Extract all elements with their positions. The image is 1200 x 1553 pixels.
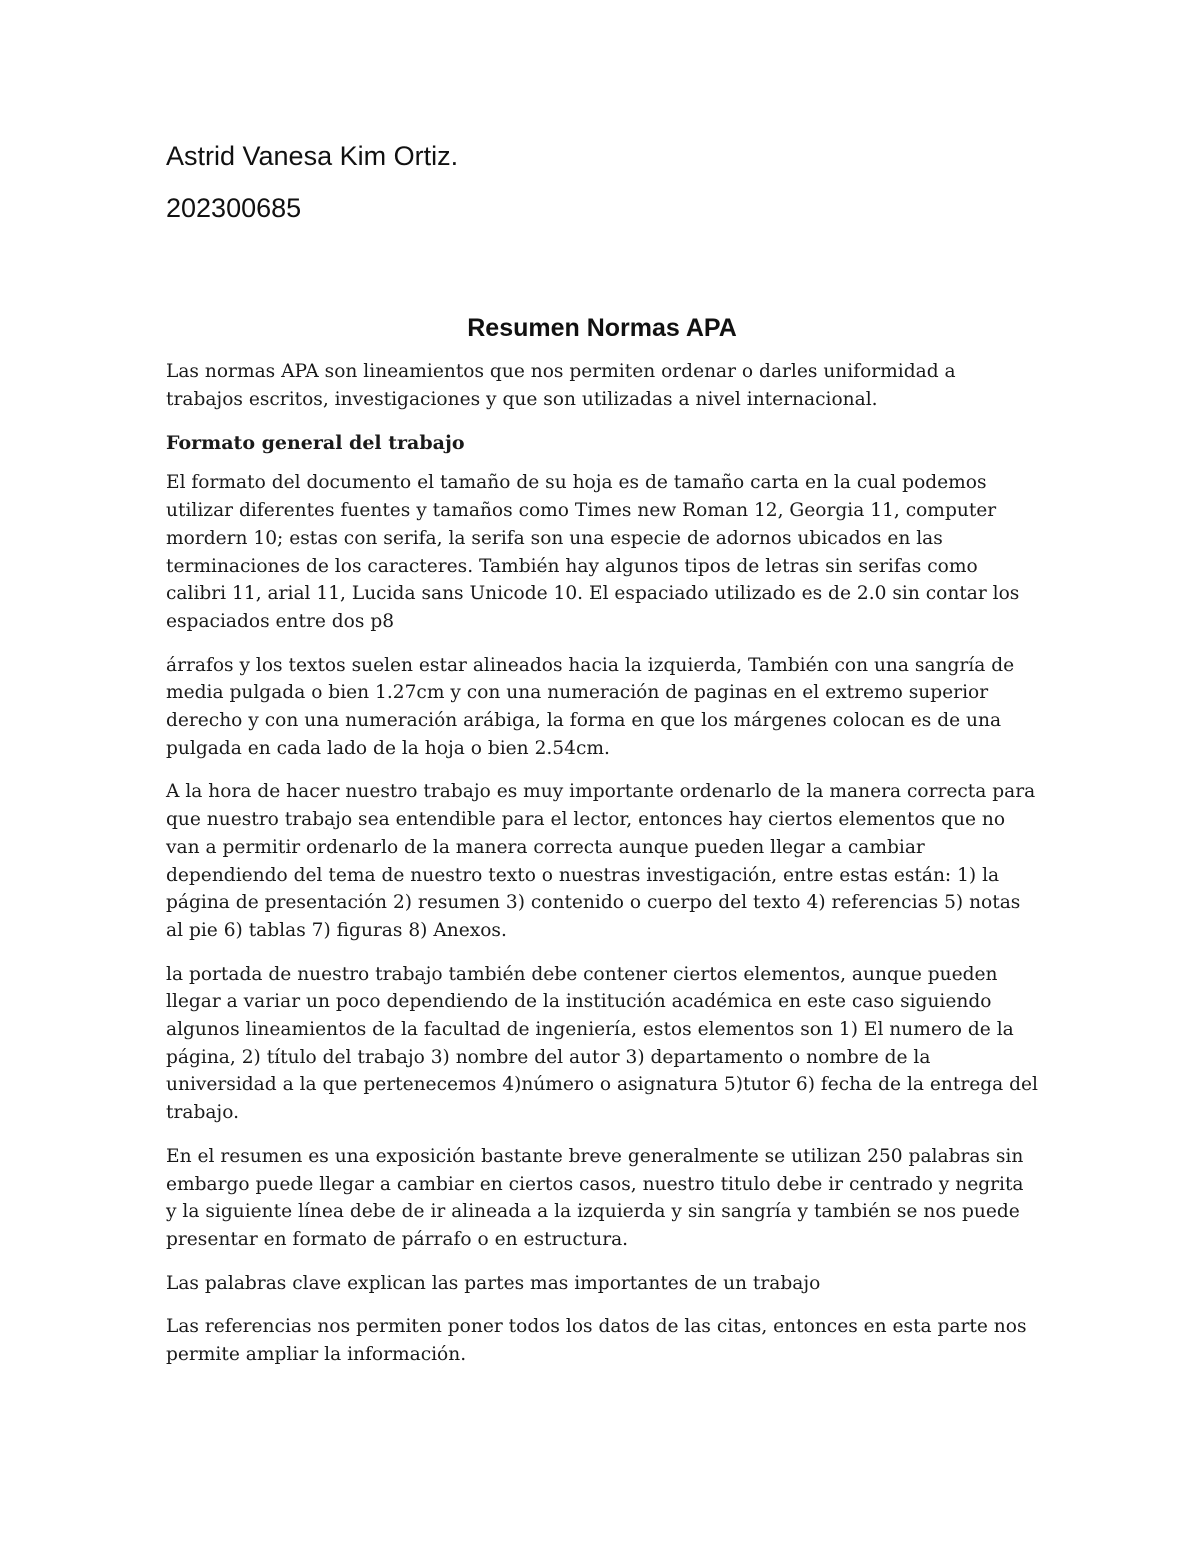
section-heading: Formato general del trabajo xyxy=(166,432,465,455)
paragraph-cover: la portada de nuestro trabajo también debe contener ciertos elementos, aunque pueden llegar a variar un poco dependiendo de la institución académica en este caso siguiendo algunos lineamientos de la facultad de ingeniería, estos elementos son 1) El numero de la página, 2) título del trabajo 3) nombre del autor 3) departamento o nombre de la universidad a la que pertenecemos 4)número o asignatura 5)tutor 6) fecha de la entrega del trabajo. xyxy=(166,963,1039,1124)
paragraph-elements: A la hora de hacer nuestro trabajo es muy importante ordenarlo de la manera correcta para que nuestro trabajo sea entendible para el lector, entonces hay ciertos elementos que no van a permitir ordenarlo de la manera correcta aunque pueden llegar a cambiar dependiendo del tema de nuestro texto o nuestras investigación, entre estas están: 1) la página de presentación 2) resumen 3) contenido o cuerpo del texto 4) referencias 5) notas al pie 6) tablas 7) figuras 8) Anexos. xyxy=(166,781,1036,941)
paragraph-references: Las referencias nos permiten poner todos los datos de las citas, entonces en esta parte nos permite ampliar la información. xyxy=(166,1316,1027,1366)
document-content xyxy=(166,138,1038,1385)
paragraph-abstract: En el resumen es una exposición bastante breve generalmente se utilizan 250 palabras sin embargo puede llegar a cambiar en ciertos casos, nuestro titulo debe ir centrado y negrita y la siguiente línea debe de ir alineada a la izquierda y sin sangría y también se nos puede presentar en formato de párrafo o en estructura. xyxy=(166,1145,1024,1250)
paragraph-format: El formato del documento el tamaño de su hoja es de tamaño carta en la cual podemos utilizar diferentes fuentes y tamaños como Times new Roman 12, Georgia 11, computer mordern 10; estas con serifa, la serifa son una especie de adornos ubicados en las terminaciones de los caracteres. También hay algunos tipos de letras sin serifas como calibri 11, arial 11, Lucida sans Unicode 10. El espaciado utilizado es de 2.0 sin contar los espaciados entre dos p8 xyxy=(166,472,1020,632)
document-title: Resumen Normas APA xyxy=(467,314,737,342)
author-name: Astrid Vanesa Kim Ortiz. xyxy=(166,141,459,171)
paragraph-keywords: Las palabras clave explican las partes mas importantes de un trabajo xyxy=(166,1272,821,1294)
student-id: 202300685 xyxy=(166,193,302,223)
paragraph-alignment: árrafos y los textos suelen estar alineados hacia la izquierda, También con una sangría de media pulgada o bien 1.27cm y con una numeración de paginas en el extremo superior derecho y con una numeración arábiga, la forma en que los márgenes colocan es de una pulgada en cada lado de la hoja o bien 2.54cm. xyxy=(166,654,1015,759)
intro-paragraph: Las normas APA son lineamientos que nos permiten ordenar o darles uniformidad a trabajos escritos, investigaciones y que son utilizadas a nivel internacional. xyxy=(166,361,956,410)
